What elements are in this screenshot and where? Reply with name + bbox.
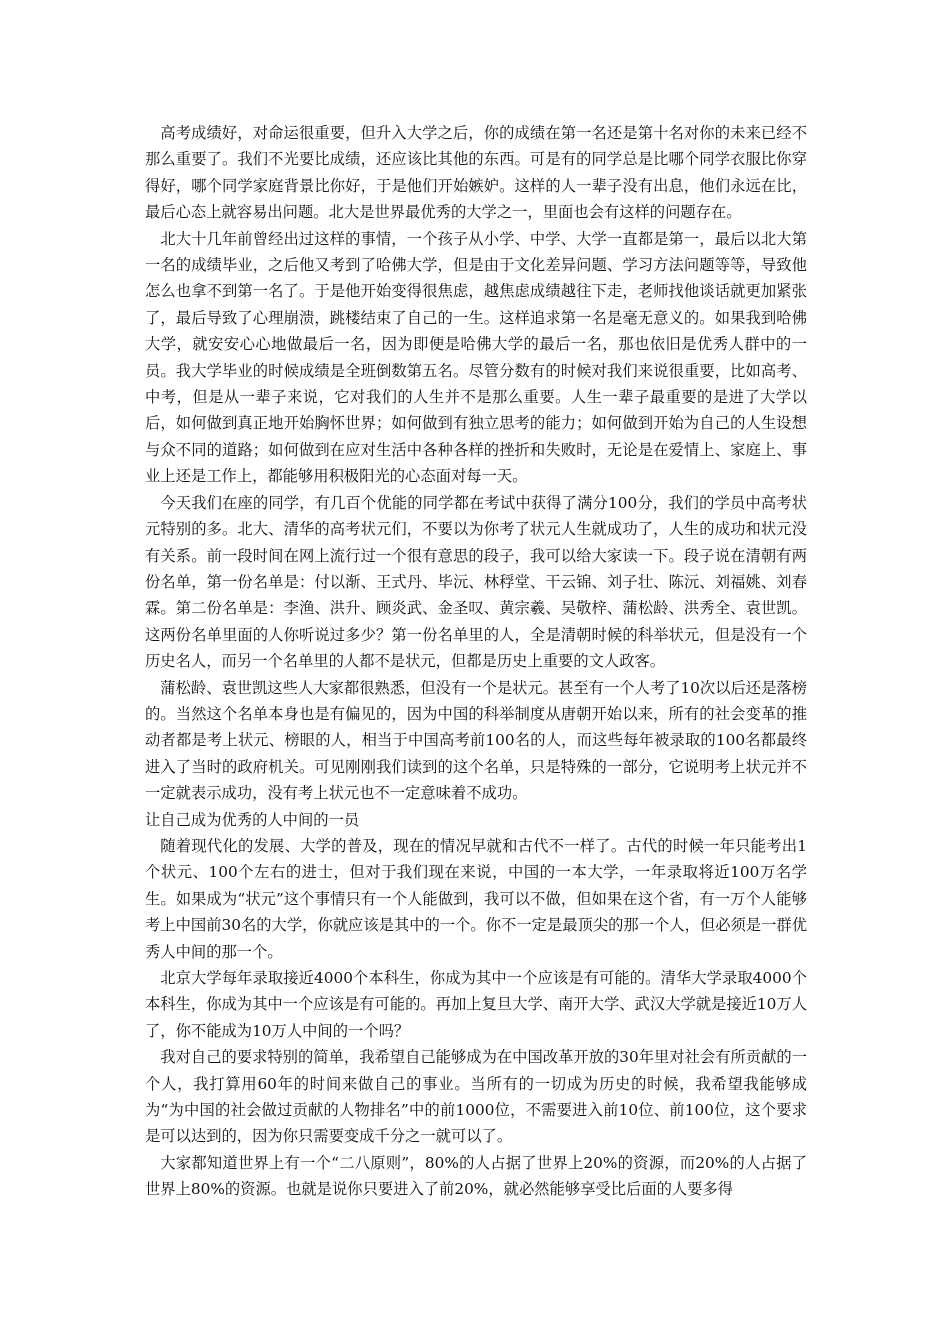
paragraph: 今天我们在座的同学，有几百个优能的同学都在考试中获得了满分100分，我们的学员中高考状元特别的多。北大、清华的高考状元们，不要以为你考了状元人生就成功了，人生的成功和状元没有关系。前一段时间在网上流行过一个很有意思的段子，我可以给大家读一下。段子说在清朝有两份名单，第一份名单是：付以渐、王式丹、毕沅、林稃堂、干云锦、刘子壮、陈沅、刘福姚、刘春霖。第二份名单是：李渔、洪升、顾炎武、金圣叹、黄宗羲、吴敬梓、蒲松龄、洪秀全、袁世凯。这两份名单里面的人你听说过多少？第一份名单里的人，全是清朝时候的科举状元，但是没有一个历史名人，而另一个名单里的人都不是状元，但都是历史上重要的文人政客。 xyxy=(145,493,807,671)
paragraph: 随着现代化的发展、大学的普及，现在的情况早就和古代不一样了。古代的时候一年只能考出1个状元、100个左右的进士，但对于我们现在来说，中国的一本大学，一年录取将近100万名学生。如果成为“状元”这个事情只有一个人能做到，我可以不做，但如果在这个省，有一万个人能够考上中国前30名的大学，你就应该是其中的一个。你不一定是最顶尖的那一个人，但必须是一群优秀人中间的那一个。 xyxy=(145,836,807,961)
paragraph: 高考成绩好，对命运很重要，但升入大学之后，你的成绩在第一名还是第十名对你的未来已经不那么重要了。我们不光要比成绩，还应该比其他的东西。可是有的同学总是比哪个同学衣服比你穿得好，哪个同学家庭背景比你好，于是他们开始嫉妒。这样的人一辈子没有出息，他们永远在比，最后心态上就容易出问题。北大是世界最优秀的大学之一，里面也会有这样的问题存在。 xyxy=(145,124,807,222)
paragraph: 我对自己的要求特别的简单，我希望自己能够成为在中国改革开放的30年里对社会有所贡献的一个人，我打算用60年的时间来做自己的事业。当所有的一切成为历史的时候，我希望我能够成为“为中国的社会做过贡献的人物排名”中的前1000位，不需要进入前10位、前100位，这个要求是可以达到的，因为你只需要变成千分之一就可以了。 xyxy=(145,1048,807,1146)
paragraph: 大家都知道世界上有一个“二八原则”，80%的人占据了世界上20%的资源，而20%的人占据了世界上80%的资源。也就是说你只要进入了前20%，就必然能够享受比后面的人要多得 xyxy=(145,1153,807,1199)
paragraph: 北大十几年前曾经出过这样的事情，一个孩子从小学、中学、大学一直都是第一，最后以北大第一名的成绩毕业，之后他又考到了哈佛大学，但是由于文化差异问题、学习方法问题等等，导致他怎么也拿不到第一名了。于是他开始变得很焦虑，越焦虑成绩越往下走，老师找他谈话就更加紧张了，最后导致了心理崩溃，跳楼结束了自己的一生。这样追求第一名是毫无意义的。如果我到哈佛大学，就安安心心地做最后一名，因为即便是哈佛大学的最后一名，那也依旧是优秀人群中的一员。我大学毕业的时候成绩是全班倒数第五名。尽管分数有的时候对我们来说很重要，比如高考、中考，但是从一辈子来说，它对我们的人生并不是那么重要。人生一辈子最重要的是进了大学以后，如何做到真正地开始胸怀世界；如何做到有独立思考的能力；如何做到开始为自己的人生设想与众不同的道路；如何做到在应对生活中各种各样的挫折和失败时，无论是在爱情上、家庭上、事业上还是工作上，都能够用积极阳光的心态面对每一天。 xyxy=(145,229,807,486)
paragraph: 北京大学每年录取接近4000个本科生，你成为其中一个应该是有可能的。清华大学录取4000个本科生，你成为其中一个应该是有可能的。再加上复旦大学、南开大学、武汉大学就是接近10万人了，你不能成为10万人中间的一个吗？ xyxy=(145,969,807,1040)
section-heading: 让自己成为优秀的人中间的一员 xyxy=(145,810,360,829)
document-body xyxy=(145,120,807,1203)
paragraph: 蒲松龄、袁世凯这些人大家都很熟悉，但没有一个是状元。甚至有一个人考了10次以后还是落榜的。当然这个名单本身也是有偏见的，因为中国的科举制度从唐朝开始以来，所有的社会变革的推动者都是考上状元、榜眼的人，相当于中国高考前100名的人，而这些每年被录取的100名都最终进入了当时的政府机关。可见刚刚我们读到的这个名单，只是特殊的一部分，它说明考上状元并不一定就表示成功，没有考上状元也不一定意味着不成功。 xyxy=(145,678,807,803)
